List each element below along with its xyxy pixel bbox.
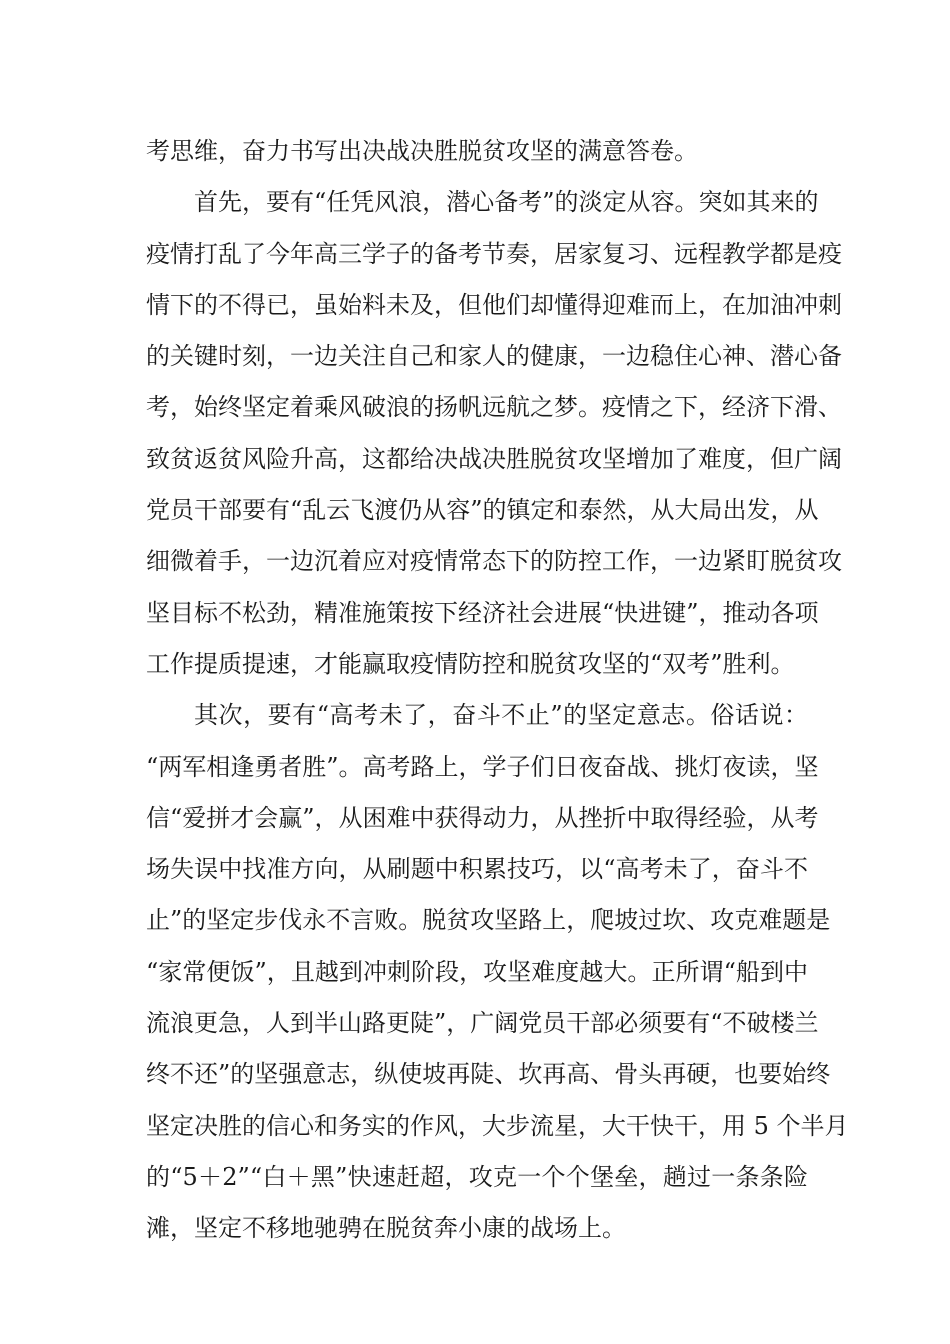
paragraph-first	[146, 177, 842, 690]
text-line: 场失误中找准方向，从刷题中积累技巧，以“高考未了，奋斗不	[146, 855, 808, 884]
text-line: 细微着手，一边沉着应对疫情常态下的防控工作，一边紧盯脱贫攻	[146, 547, 842, 576]
text-line: 流浪更急，人到半山路更陡”，广阔党员干部必须要有“不破楼兰	[146, 1009, 819, 1038]
text-line: 考思维，奋力书写出决战决胜脱贫攻坚的满意答卷。	[146, 137, 698, 165]
text-line: 滩，坚定不移地驰骋在脱贫奔小康的战场上。	[146, 1214, 626, 1243]
text-line: 坚定决胜的信心和务实的作风，大步流星，大干快干，用 5 个半月	[146, 1111, 849, 1140]
text-line: 首先，要有“任凭风浪，潜心备考”的淡定从容。突如其来的	[194, 188, 819, 217]
text-line: 致贫返贫风险升高，这都给决战决胜脱贫攻坚增加了难度，但广阔	[146, 444, 842, 473]
text-line: 情下的不得已，虽始料未及，但他们却懂得迎难而上，在加油冲刺	[146, 290, 842, 319]
text-line: 终不还”的坚强意志，纵使坡再陡、坎再高、骨头再硬，也要始终	[146, 1060, 831, 1089]
text-line: 信“爱拼才会赢”，从困难中获得动力，从挫折中取得经验，从考	[146, 803, 819, 832]
text-line: “两军相逢勇者胜”。高考路上，学子们日夜奋战、挑灯夜读，坚	[146, 752, 819, 781]
text-line: 的“5＋2”“白＋黑”快速赶超，攻克一个个堡垒，趟过一条条险	[146, 1162, 808, 1191]
text-line: 坚目标不松劲，精准施策按下经济社会进展“快进键”，推动各项	[146, 598, 819, 627]
text-line: “家常便饭”，且越到冲刺阶段，攻坚难度越大。正所谓“船到中	[146, 957, 808, 986]
text-line: 疫情打乱了今年高三学子的备考节奏，居家复习、远程教学都是疫	[146, 239, 842, 268]
paragraph-second	[146, 690, 849, 1254]
paragraph-continuation	[146, 126, 808, 177]
body-text	[146, 126, 849, 1255]
text-line: 止”的坚定步伐永不言败。脱贫攻坚路上，爬坡过坎、攻克难题是	[146, 906, 831, 935]
text-line: 其次，要有“高考未了，奋斗不止”的坚定意志。俗话说：	[194, 701, 808, 730]
text-line: 的关键时刻，一边关注自己和家人的健康，一边稳住心神、潜心备	[146, 342, 842, 371]
text-line: 工作提质提速，才能赢取疫情防控和脱贫攻坚的“双考”胜利。	[146, 649, 795, 678]
text-line: 考，始终坚定着乘风破浪的扬帆远航之梦。疫情之下，经济下滑、	[146, 393, 842, 422]
text-line: 党员干部要有“乱云飞渡仍从容”的镇定和泰然，从大局出发，从	[146, 496, 819, 525]
